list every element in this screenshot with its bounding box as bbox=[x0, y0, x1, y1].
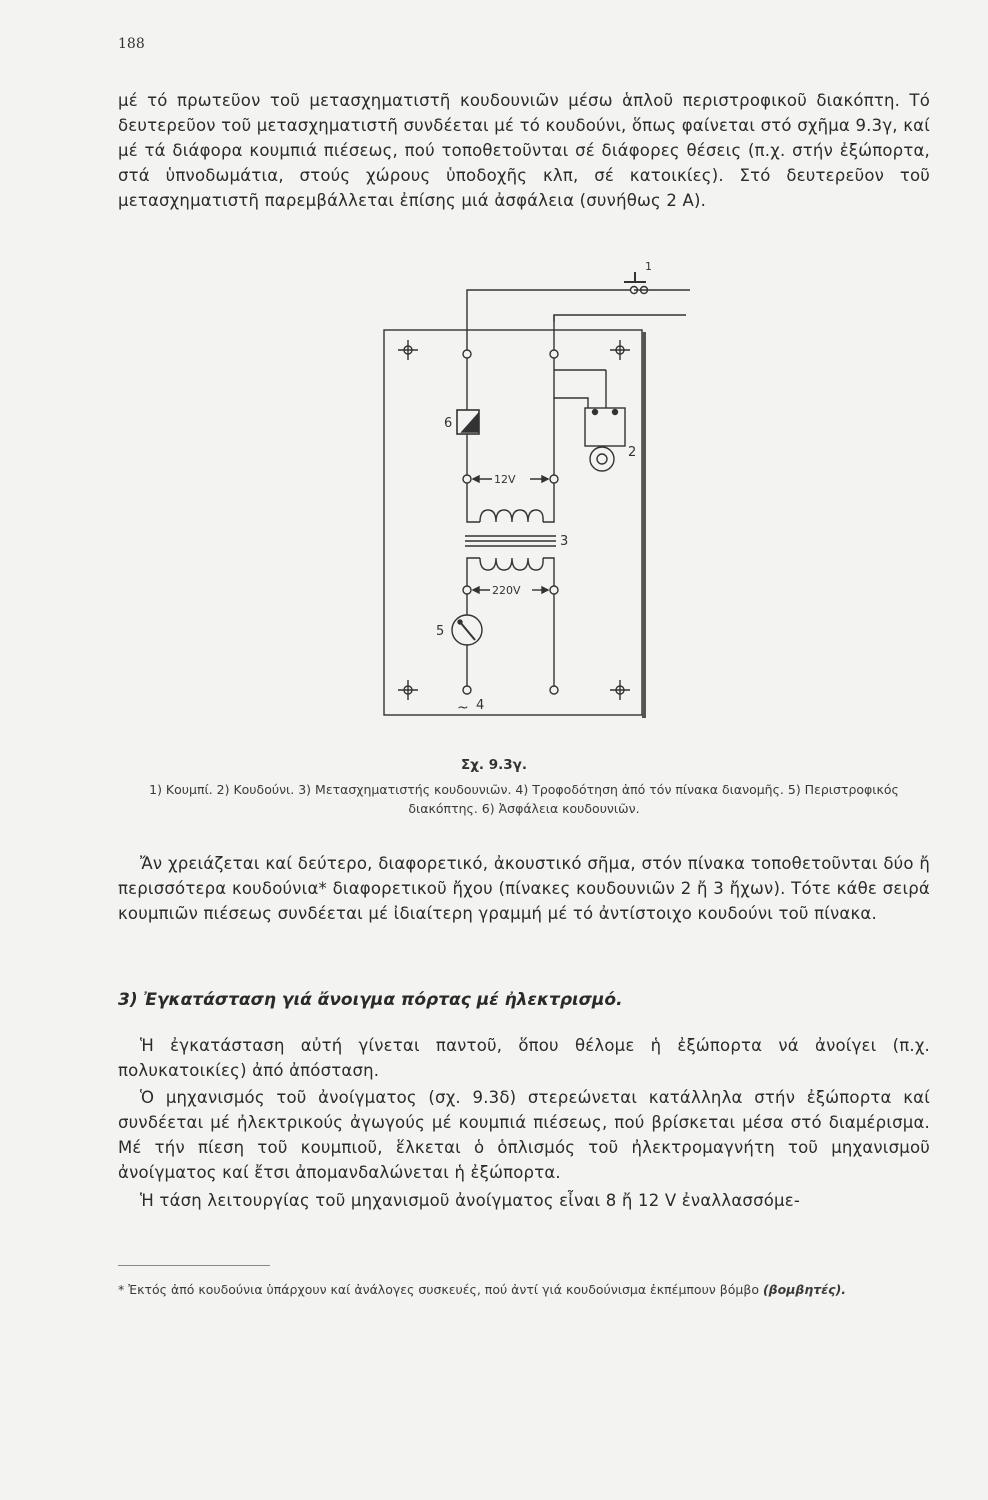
paragraph-door-opener-intro: Ἡ ἐγκατάσταση αὐτή γίνεται παντοῦ, ὅπου θέλομε ἡ ἐξώπορτα νά ἀνοίγει (π.χ. πολυκατοικίες) ἀπό ἀπόσταση. bbox=[118, 1036, 930, 1080]
label-12v: 12V bbox=[494, 473, 516, 486]
mounting-hole-top-left bbox=[398, 340, 418, 360]
footnote bbox=[118, 1280, 930, 1300]
label-supply-symbol: ~ bbox=[457, 700, 469, 716]
secondary-winding bbox=[480, 510, 543, 522]
label-switch: 5 bbox=[436, 624, 445, 639]
section-heading: 3) Ἐγκατάσταση γιά ἄνοιγμα πόρτας μέ ἠλεκτρισμό. bbox=[118, 990, 623, 1010]
mounting-hole-bottom-right bbox=[610, 680, 630, 700]
footnote-text: * Ἐκτός ἀπό κουδούνια ὑπάρχουν καί ἀνάλογες συσκευές, πού ἀντί γιά κουδούνισμα ἐκπέμπουν βόμβο bbox=[118, 1282, 759, 1297]
footnote-divider bbox=[118, 1265, 270, 1266]
label-transformer: 3 bbox=[560, 534, 569, 549]
bell-gong bbox=[590, 447, 614, 471]
figure-title: Σχ. 9.3γ. bbox=[461, 757, 527, 773]
mounting-hole-bottom-left bbox=[398, 680, 418, 700]
label-supply: 4 bbox=[476, 698, 485, 713]
mounting-hole-top-right bbox=[610, 340, 630, 360]
label-220v: 220V bbox=[492, 584, 521, 597]
bell-circuit-diagram bbox=[380, 260, 710, 730]
label-fuse: 6 bbox=[444, 416, 453, 431]
figure-caption: 1) Κουμπί. 2) Κουδούνι. 3) Μετασχηματιστής κουδουνιῶν. 4) Τροφοδότηση ἀπό τόν πίνακα διανομῆς. 5) Περιστροφικός διακόπτης. 6) Ἀσφάλεια κουδουνιῶν. bbox=[149, 782, 899, 816]
label-bell: 2 bbox=[628, 445, 637, 460]
paragraph-multiple-bells: Ἄν χρειάζεται καί δεύτερο, διαφορετικό, ἀκουστικό σῆμα, στόν πίνακα τοποθετοῦνται δύο ἤ περισσότερα κουδούνια* διαφορετικοῦ ἤχου (πίνακες κουδουνιῶν 2 ἤ 3 ἤχων). Τότε κάθε σειρά κουμπιῶν πιέσεως συνδέεται μέ ἰδιαίτερη γραμμή μέ τό ἀντίστοιχο κουδούνι τοῦ πίνακα. bbox=[118, 854, 930, 923]
paragraph-door-mechanism: Ὁ μηχανισμός τοῦ ἀνοίγματος (σχ. 9.3δ) στερεώνεται κατάλληλα στήν ἐξώπορτα καί συνδέεται μέ ἠλεκτρικούς ἀγωγούς μέ κουμπιά πιέσεως, πού βρίσκεται μέσα στό διαμέρισμα. Μέ τήν πίεση τοῦ κουμπιοῦ, ἕλκεται ὁ ὁπλισμός τοῦ ἠλεκτρομαγνήτη τοῦ μηχανισμοῦ ἀνοίγματος καί ἔτσι ἀπομανδαλώνεται ἡ ἐξώπορτα. bbox=[118, 1088, 930, 1182]
paragraph-transformer-wiring: μέ τό πρωτεῦον τοῦ μετασχηματιστῆ κουδουνιῶν μέσω ἁπλοῦ περιστροφικοῦ διακόπτη. Τό δευτερεῦον τοῦ μετασχηματιστῆ συνδέεται μέ τό κουδούνι, ὅπως φαίνεται στό σχῆμα 9.3γ, καί μέ τά διάφορα κουμπιά πιέσεως, πού τοποθετοῦνται σέ διάφορες θέσεις (π.χ. στήν ἐξώπορτα, στά ὑπνοδωμάτια, στούς χώρους ὑποδοχῆς κλπ, σέ κατοικίες). Στό δευτερεῦον τοῦ μετασχηματιστῆ παρεμβάλλεται ἐπίσης μιά ἀσφάλεια (συνήθως 2 A). bbox=[118, 91, 930, 210]
paragraph-operating-voltage: Ἡ τάση λειτουργίας τοῦ μηχανισμοῦ ἀνοίγματος εἶναι 8 ἤ 12 V ἐναλλασσόμε- bbox=[140, 1191, 801, 1210]
bell-body bbox=[585, 408, 625, 446]
button-line bbox=[467, 290, 630, 350]
label-button: 1 bbox=[645, 260, 652, 273]
primary-winding bbox=[480, 558, 543, 570]
page-number: 188 bbox=[118, 36, 145, 52]
panel-box bbox=[384, 330, 642, 715]
footnote-emphasis: (βομβητές). bbox=[762, 1282, 847, 1297]
